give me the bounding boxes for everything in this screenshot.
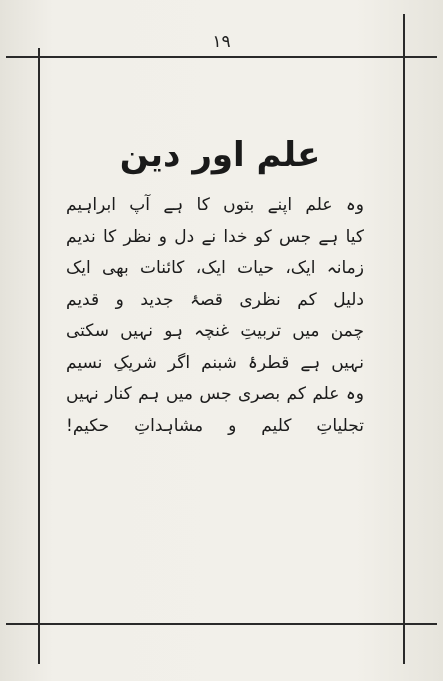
top-rule: [6, 56, 437, 58]
verse-line: وہ علم کم بصری جس میں ہم کنار نہیں: [66, 384, 364, 404]
page-number: ۱۹: [212, 32, 231, 52]
poem-title: علم اور دین: [119, 135, 321, 175]
verse-line: زمانہ ایک، حیات ایک، کائنات بھی ایک: [66, 258, 364, 278]
left-rule: [38, 48, 40, 664]
verse-line: وہ علم اپنے بتوں کا ہے آپ ابراہیم: [66, 195, 364, 215]
verse-line: چمن میں تربیتِ غنچہ ہو نہیں سکتی: [66, 321, 364, 341]
verse-line: تجلیاتِ کلیم و مشاہداتِ حکیم!: [66, 415, 364, 436]
verse-line: کیا ہے جس کو خدا نے دل و نظر کا ندیم: [66, 226, 364, 247]
verse-line: دلیل کم نظری قصۂ جدید و قدیم: [66, 289, 364, 310]
verse-line: نہیں ہے قطرۂ شبنم اگر شریکِ نسیم: [66, 352, 364, 373]
bottom-rule: [6, 623, 437, 625]
right-rule: [403, 14, 405, 664]
poem-body: [66, 190, 364, 442]
